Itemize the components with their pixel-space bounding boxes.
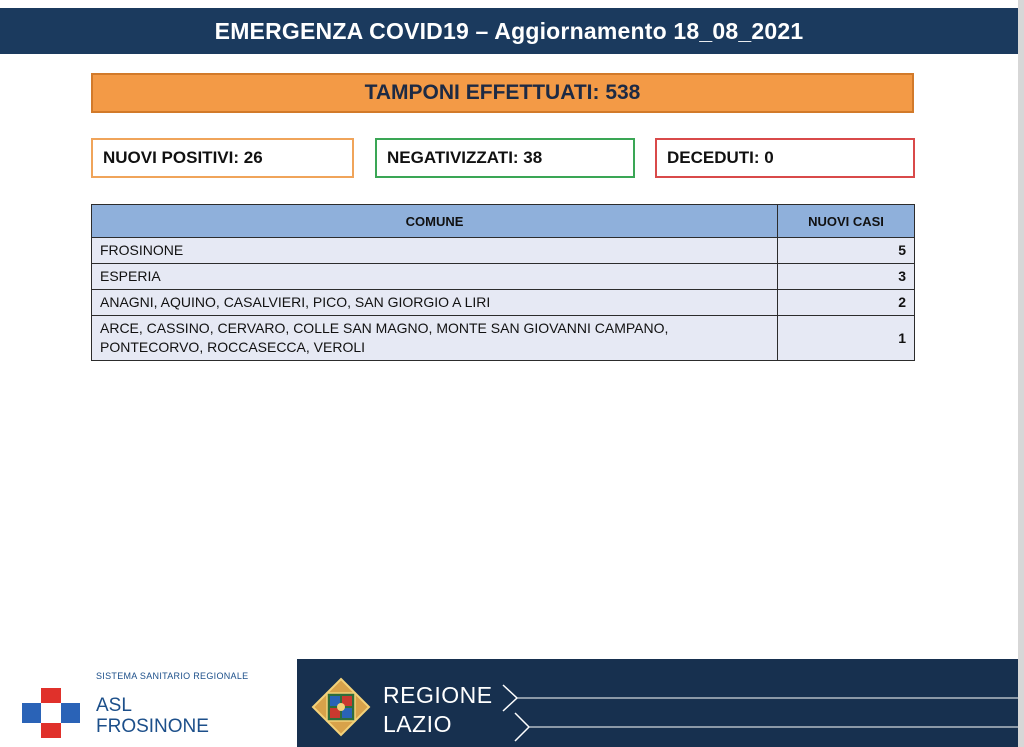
page-title: EMERGENZA COVID19 – Aggiornamento 18_08_2021 (0, 8, 1018, 54)
health-cross-icon (22, 688, 80, 738)
comune-cell: ESPERIA (92, 264, 778, 290)
regione-lazio-emblem-icon (311, 677, 371, 737)
negativizzati-box: NEGATIVIZZATI: 38 (375, 138, 635, 178)
table-row (92, 290, 915, 316)
asl-logo-area (0, 660, 296, 747)
regione-lazio-banner (297, 659, 1018, 747)
column-header-comune: COMUNE (92, 205, 778, 238)
table-row (92, 316, 915, 361)
cases-table (91, 204, 915, 361)
comune-cell: FROSINONE (92, 238, 778, 264)
casi-cell: 3 (778, 264, 915, 290)
asl-name (96, 695, 209, 737)
column-header-nuovi-casi: NUOVI CASI (778, 205, 915, 238)
comune-cell: ANAGNI, AQUINO, CASALVIERI, PICO, SAN GIORGIO A LIRI (92, 290, 778, 316)
tamponi-banner: TAMPONI EFFETTUATI: 538 (91, 73, 914, 113)
table-row (92, 264, 915, 290)
deceduti-box: DECEDUTI: 0 (655, 138, 915, 178)
regione-lazio-text (383, 681, 493, 739)
nuovi-positivi-box: NUOVI POSITIVI: 26 (91, 138, 354, 178)
casi-cell: 5 (778, 238, 915, 264)
regione-line2: LAZIO (383, 711, 452, 737)
asl-line1: ASL (96, 695, 132, 716)
page-edge-divider (1018, 0, 1024, 747)
table-row (92, 238, 915, 264)
ssr-label: SISTEMA SANITARIO REGIONALE (96, 671, 249, 681)
comune-cell: ARCE, CASSINO, CERVARO, COLLE SAN MAGNO, MONTE SAN GIOVANNI CAMPANO, PONTECORVO, ROCCASECCA, VEROLI (92, 316, 778, 361)
casi-cell: 2 (778, 290, 915, 316)
table-header-row (92, 205, 915, 238)
casi-cell: 1 (778, 316, 915, 361)
regione-line1: REGIONE (383, 682, 493, 708)
asl-line2: FROSINONE (96, 716, 209, 737)
